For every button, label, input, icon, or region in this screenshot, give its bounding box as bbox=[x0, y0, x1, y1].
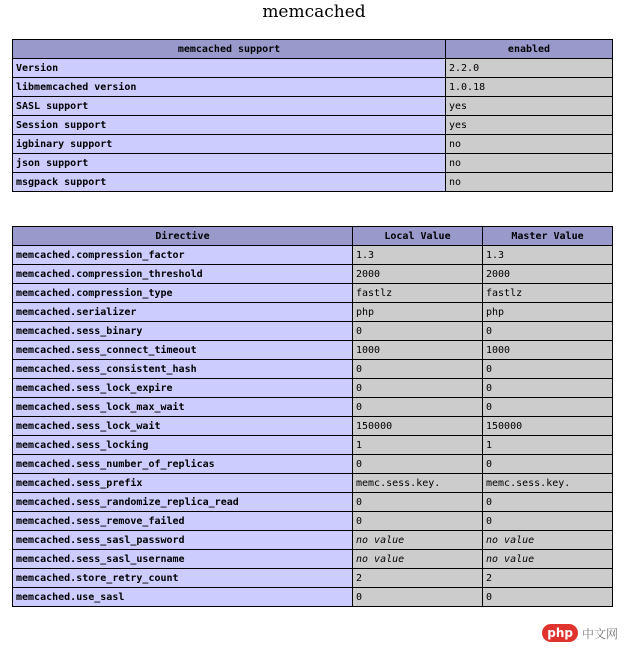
row-value-cell: 1 bbox=[353, 436, 483, 455]
row-value-cell: no value bbox=[483, 531, 613, 550]
row-value-cell: yes bbox=[446, 97, 613, 116]
directive-row bbox=[13, 284, 613, 303]
row-value-cell: 150000 bbox=[353, 417, 483, 436]
support-row bbox=[13, 135, 613, 154]
support-row bbox=[13, 97, 613, 116]
row-value-cell: 2000 bbox=[483, 265, 613, 284]
row-value-cell: 1000 bbox=[483, 341, 613, 360]
row-value-cell: 0 bbox=[353, 398, 483, 417]
row-value-cell: 0 bbox=[353, 455, 483, 474]
row-value-cell: 0 bbox=[483, 493, 613, 512]
support-row bbox=[13, 116, 613, 135]
directive-header-cell: Master Value bbox=[483, 227, 613, 246]
row-value-cell: 1000 bbox=[353, 341, 483, 360]
row-value-cell: 1.0.18 bbox=[446, 78, 613, 97]
row-value-cell: no value bbox=[353, 550, 483, 569]
row-value-cell: 1.3 bbox=[483, 246, 613, 265]
row-value-cell: fastlz bbox=[353, 284, 483, 303]
directive-header-cell: Directive bbox=[13, 227, 353, 246]
row-value-cell: 2.2.0 bbox=[446, 59, 613, 78]
directive-row bbox=[13, 569, 613, 588]
directive-row bbox=[13, 379, 613, 398]
row-label-cell: memcached.sess_connect_timeout bbox=[13, 341, 353, 360]
row-label-cell: msgpack support bbox=[13, 173, 446, 192]
row-value-cell: 0 bbox=[353, 322, 483, 341]
row-label-cell: memcached.serializer bbox=[13, 303, 353, 322]
row-label-cell: memcached.sess_consistent_hash bbox=[13, 360, 353, 379]
directive-row bbox=[13, 360, 613, 379]
row-value-cell: 2 bbox=[353, 569, 483, 588]
row-label-cell: memcached.compression_type bbox=[13, 284, 353, 303]
row-value-cell: php bbox=[483, 303, 613, 322]
row-value-cell: 0 bbox=[483, 455, 613, 474]
row-label-cell: Session support bbox=[13, 116, 446, 135]
row-value-cell: 0 bbox=[483, 398, 613, 417]
row-value-cell: 2000 bbox=[353, 265, 483, 284]
row-value-cell: 0 bbox=[483, 379, 613, 398]
support-row bbox=[13, 173, 613, 192]
directive-row bbox=[13, 246, 613, 265]
directive-row bbox=[13, 303, 613, 322]
support-row bbox=[13, 78, 613, 97]
row-label-cell: memcached.compression_factor bbox=[13, 246, 353, 265]
directive-table bbox=[12, 226, 613, 607]
row-value-cell: 0 bbox=[483, 322, 613, 341]
row-value-cell: 2 bbox=[483, 569, 613, 588]
row-label-cell: libmemcached version bbox=[13, 78, 446, 97]
row-label-cell: Version bbox=[13, 59, 446, 78]
row-value-cell: yes bbox=[446, 116, 613, 135]
directive-row bbox=[13, 550, 613, 569]
row-value-cell: 0 bbox=[353, 512, 483, 531]
directive-row bbox=[13, 436, 613, 455]
support-row bbox=[13, 154, 613, 173]
support-header-cell: enabled bbox=[446, 40, 613, 59]
directive-row bbox=[13, 512, 613, 531]
directive-row bbox=[13, 417, 613, 436]
directive-row bbox=[13, 455, 613, 474]
row-label-cell: memcached.sess_remove_failed bbox=[13, 512, 353, 531]
row-label-cell: memcached.compression_threshold bbox=[13, 265, 353, 284]
directive-header-cell: Local Value bbox=[353, 227, 483, 246]
row-value-cell: no bbox=[446, 135, 613, 154]
row-value-cell: fastlz bbox=[483, 284, 613, 303]
support-header-row bbox=[13, 40, 613, 59]
page-title: memcached bbox=[262, 2, 366, 22]
directive-row bbox=[13, 474, 613, 493]
row-label-cell: memcached.use_sasl bbox=[13, 588, 353, 607]
directive-row bbox=[13, 341, 613, 360]
row-value-cell: 0 bbox=[483, 512, 613, 531]
row-label-cell: memcached.sess_prefix bbox=[13, 474, 353, 493]
directive-header-row bbox=[13, 227, 613, 246]
php-logo: php bbox=[542, 624, 578, 642]
directive-row bbox=[13, 398, 613, 417]
directive-row bbox=[13, 493, 613, 512]
row-label-cell: memcached.sess_sasl_username bbox=[13, 550, 353, 569]
watermark-text: 中文网 bbox=[581, 626, 618, 641]
row-label-cell: memcached.sess_number_of_replicas bbox=[13, 455, 353, 474]
watermark bbox=[542, 624, 618, 642]
directive-row bbox=[13, 588, 613, 607]
row-value-cell: no value bbox=[353, 531, 483, 550]
row-label-cell: memcached.sess_randomize_replica_read bbox=[13, 493, 353, 512]
row-value-cell: 0 bbox=[353, 379, 483, 398]
row-label-cell: memcached.sess_lock_wait bbox=[13, 417, 353, 436]
row-value-cell: 0 bbox=[483, 588, 613, 607]
row-label-cell: memcached.sess_lock_expire bbox=[13, 379, 353, 398]
support-table bbox=[12, 39, 613, 192]
row-value-cell: 1 bbox=[483, 436, 613, 455]
directive-row bbox=[13, 265, 613, 284]
row-value-cell: 0 bbox=[483, 360, 613, 379]
row-value-cell: 0 bbox=[353, 360, 483, 379]
row-label-cell: memcached.sess_locking bbox=[13, 436, 353, 455]
support-header-cell: memcached support bbox=[13, 40, 446, 59]
directive-row bbox=[13, 322, 613, 341]
row-value-cell: php bbox=[353, 303, 483, 322]
row-label-cell: memcached.sess_binary bbox=[13, 322, 353, 341]
row-value-cell: 0 bbox=[353, 493, 483, 512]
support-row bbox=[13, 59, 613, 78]
directive-row bbox=[13, 531, 613, 550]
row-value-cell: no value bbox=[483, 550, 613, 569]
row-value-cell: no bbox=[446, 173, 613, 192]
row-label-cell: memcached.store_retry_count bbox=[13, 569, 353, 588]
row-value-cell: no bbox=[446, 154, 613, 173]
row-value-cell: 0 bbox=[353, 588, 483, 607]
row-value-cell: memc.sess.key. bbox=[353, 474, 483, 493]
row-value-cell: memc.sess.key. bbox=[483, 474, 613, 493]
row-label-cell: SASL support bbox=[13, 97, 446, 116]
row-label-cell: memcached.sess_lock_max_wait bbox=[13, 398, 353, 417]
row-label-cell: json support bbox=[13, 154, 446, 173]
row-label-cell: memcached.sess_sasl_password bbox=[13, 531, 353, 550]
row-value-cell: 150000 bbox=[483, 417, 613, 436]
row-value-cell: 1.3 bbox=[353, 246, 483, 265]
row-label-cell: igbinary support bbox=[13, 135, 446, 154]
